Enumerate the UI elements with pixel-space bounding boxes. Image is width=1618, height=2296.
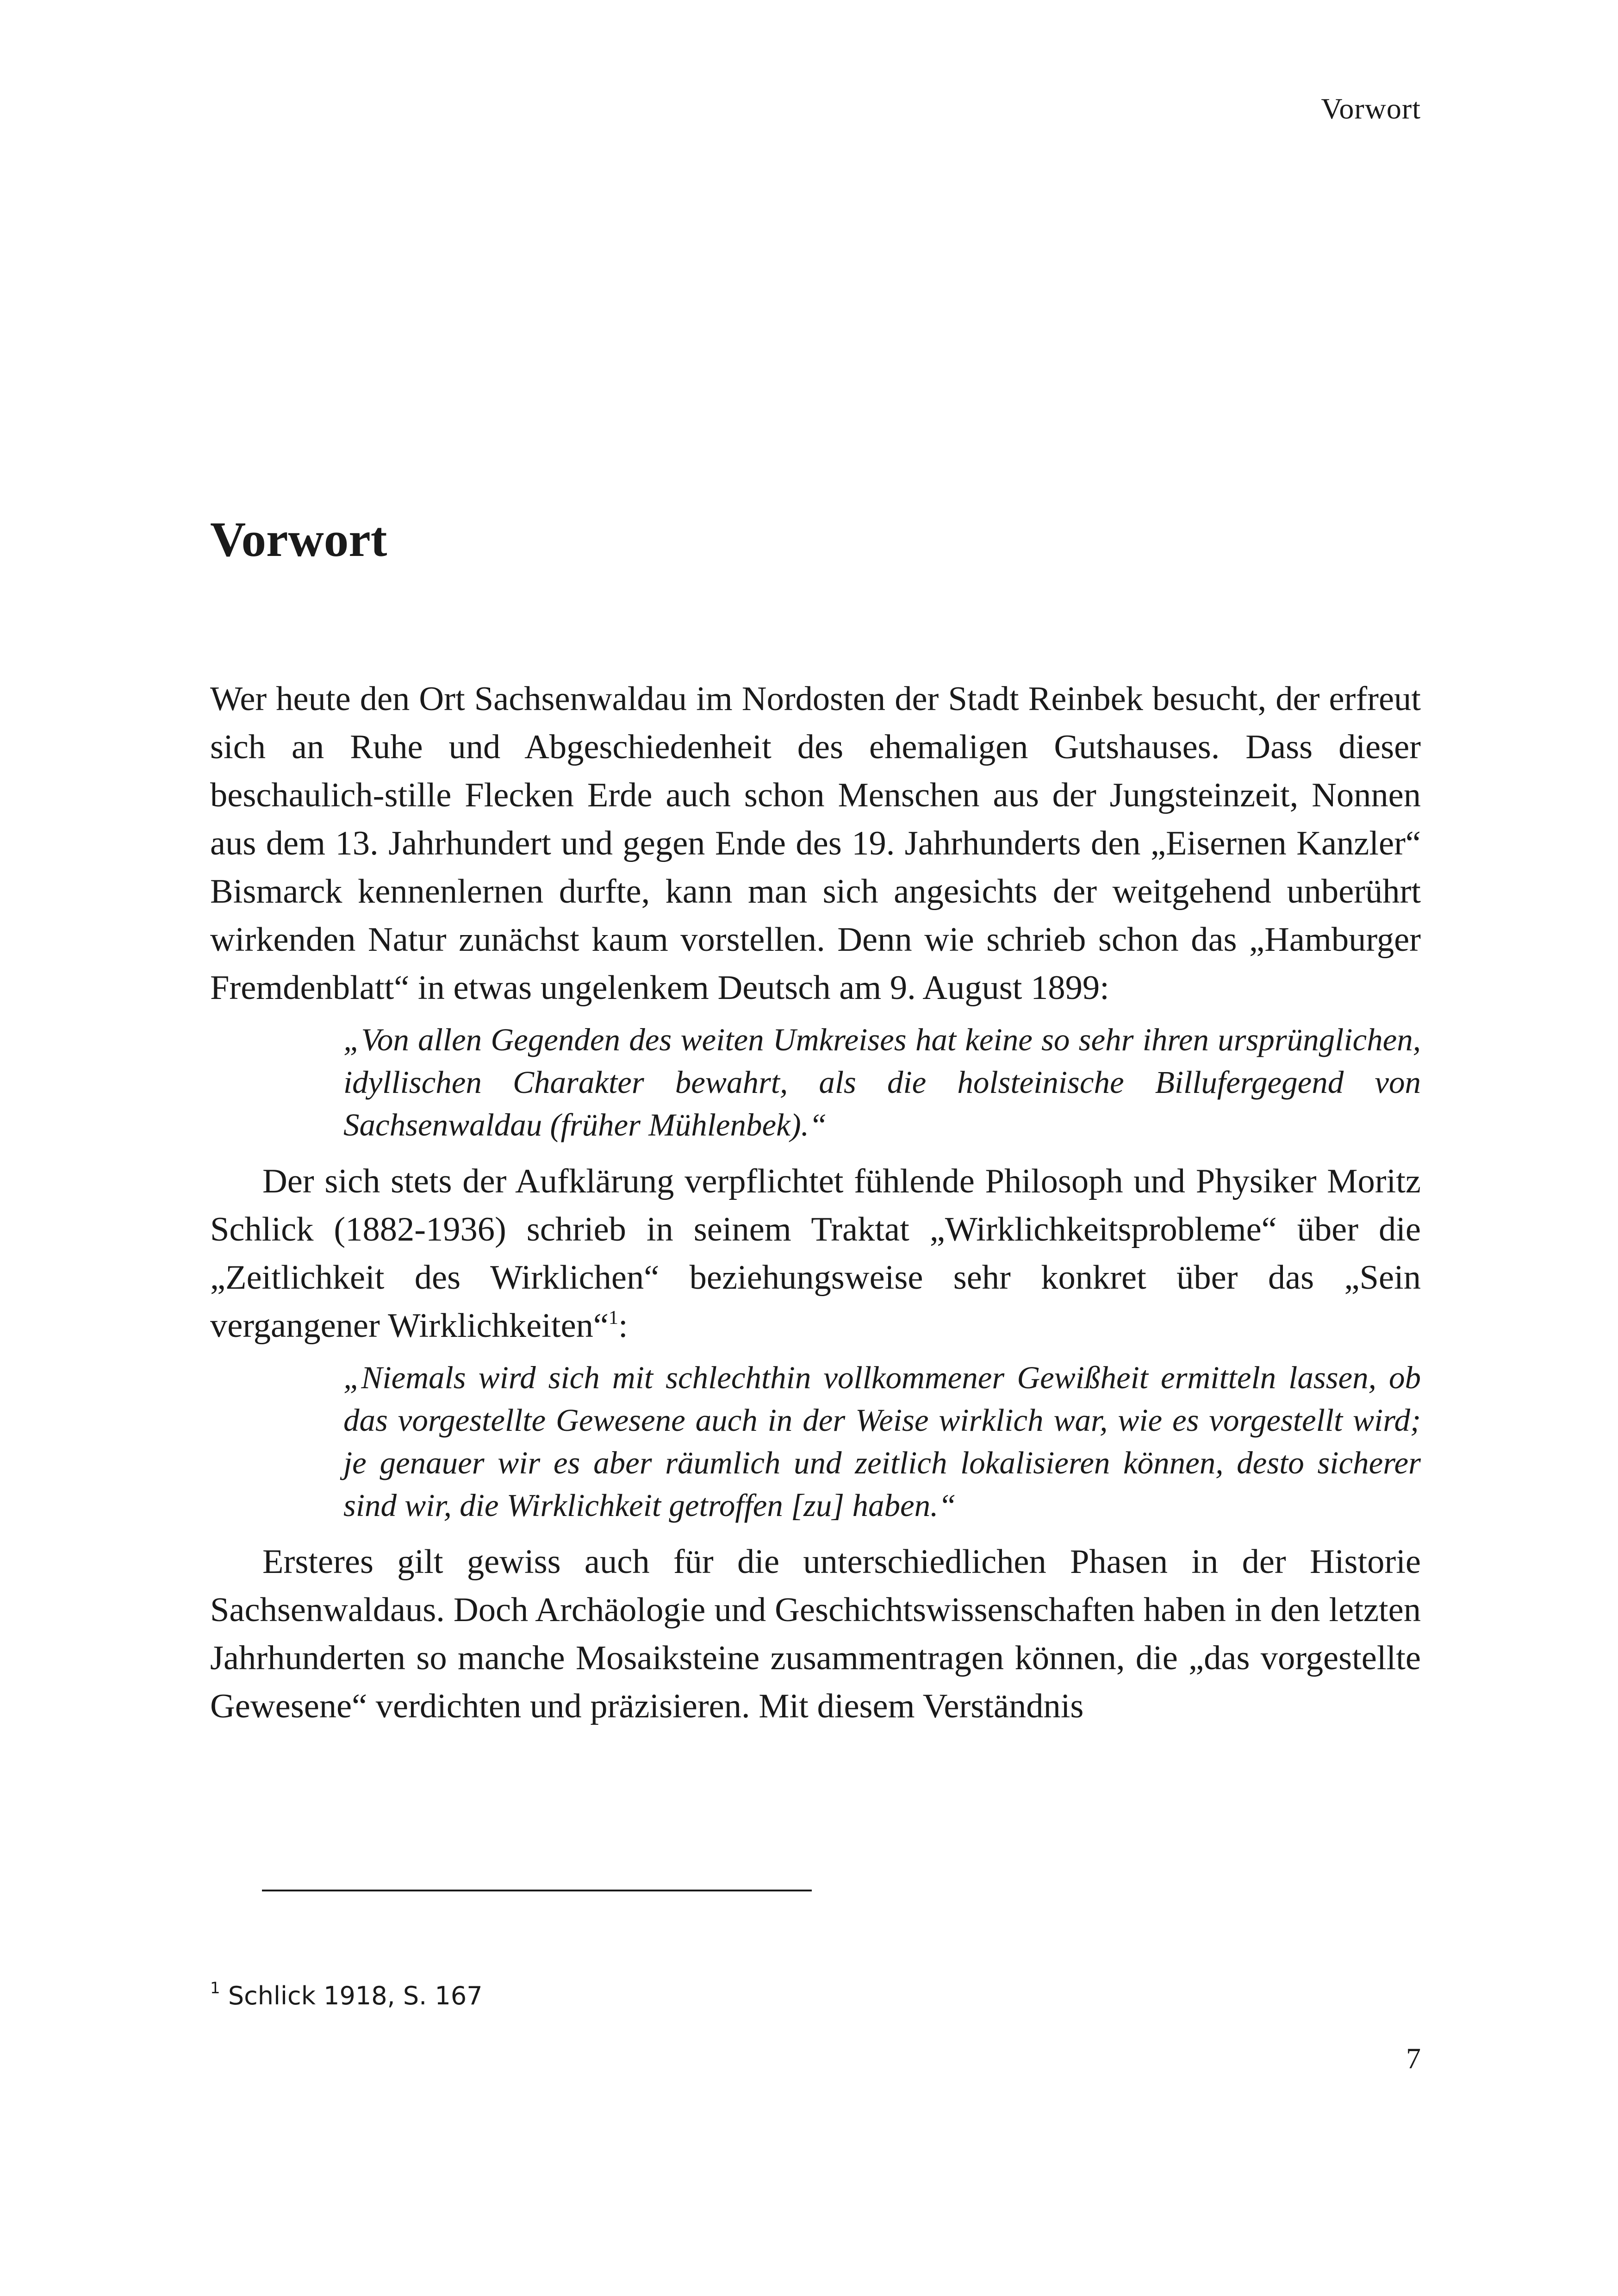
body-text [210,675,1421,1730]
footnote-separator [262,1890,812,1891]
paragraph-schlick-colon: : [618,1307,628,1345]
footnote [210,1981,483,2010]
footnote-text: Schlick 1918, S. 167 [228,1981,483,2010]
quote-fremdenblatt: „Von allen Gegenden des weiten Umkreises hat keine so sehr ihren ursprünglichen, idyllischen Charakter bewahrt, als die holsteinische Billufergegend von Sachsenwaldau (früher Mühlenbek).“ [343,1022,1421,1142]
footnote-number: 1 [210,1979,220,1997]
chapter-title: Vorwort [210,512,387,567]
running-header: Vorwort [1321,92,1421,125]
paragraph-schlick-text: Der sich stets der Aufklärung verpflichtet fühlende Philosoph und Physiker Moritz Schlick (1882-1936) schrieb in seinem Traktat „Wirklichkeitsprobleme“ über die „Zeitlichkeit des Wirklichen“ beziehungsweise sehr konkret über das „Sein vergangener Wirklichkeiten“ [210,1162,1421,1345]
footnote-reference[interactable]: 1 [608,1307,618,1329]
paragraph-intro: Wer heute den Ort Sachsenwaldau im Nordosten der Stadt Reinbek besucht, der erfreut sich an Ruhe und Abgeschiedenheit des ehemaligen Gutshauses. Dass dieser beschaulich-stille Flecken Erde auch schon Menschen aus der Jungsteinzeit, Nonnen aus dem 13. Jahrhundert und gegen Ende des 19. Jahrhunderts den „Eisernen Kanzler“ Bismarck kennenlernen durfte, kann man sich angesichts der weitgehend unberührt wirkenden Natur zunächst kaum vorstellen. Denn wie schrieb schon das „Hamburger Fremdenblatt“ in etwas ungelenkem Deutsch am 9. August 1899: [210,680,1421,1007]
page-number: 7 [1406,2042,1421,2075]
paragraph-ersteres: Ersteres gilt gewiss auch für die unterschiedlichen Phasen in der Historie Sachsenwaldaus. Doch Archäologie und Geschichtswissenschaften haben in den letzten Jahrhunderten so manche Mosaiksteine zusammentragen können, die „das vorgestellte Gewesene“ verdichten und präzisieren. Mit diesem Verständnis [210,1543,1421,1725]
quote-schlick: „Niemals wird sich mit schlechthin vollkommener Gewißheit ermitteln lassen, ob das vorgestellte Gewesene auch in der Weise wirklich war, wie es vorgestellt wird; je genauer wir es aber räumlich und zeitlich lokalisieren können, desto sicherer sind wir, die Wirklichkeit getroffen [zu] haben.“ [343,1360,1421,1523]
paragraph-schlick [210,1157,1421,1350]
